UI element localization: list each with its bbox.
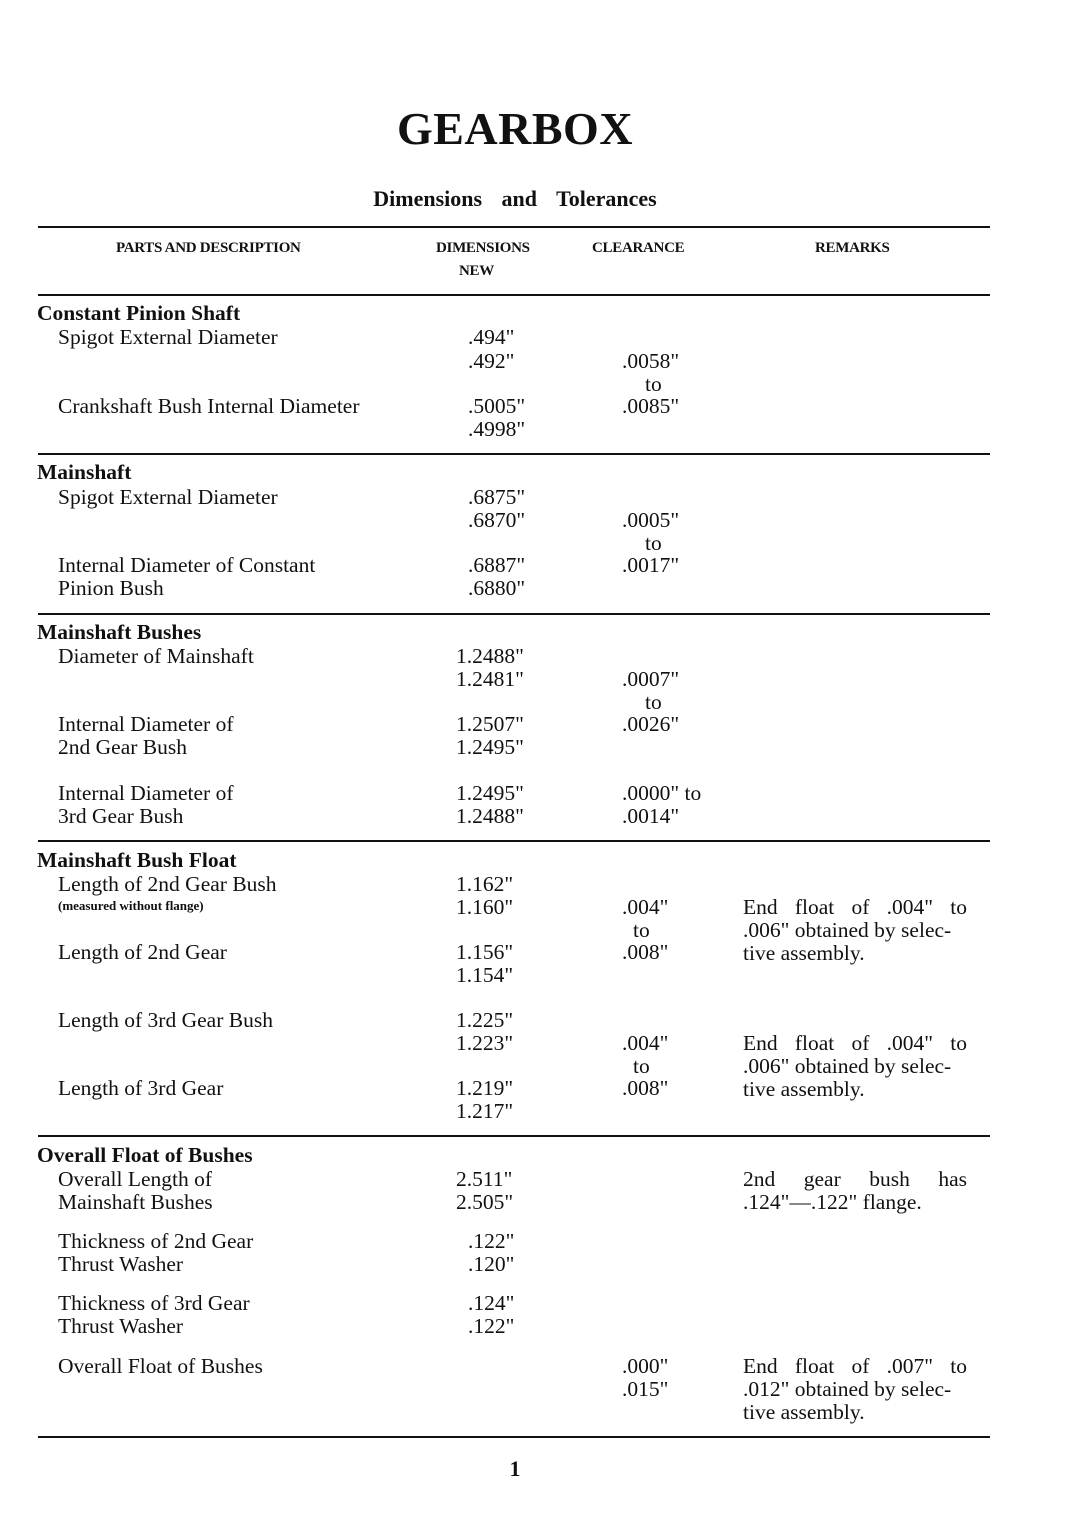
dimension-value: 1.2481" xyxy=(456,667,524,691)
remark-line: tive assembly. xyxy=(743,941,865,965)
section-heading-row xyxy=(0,621,1090,644)
remark-line: End float of .004" to xyxy=(743,1031,967,1055)
dimension-value: .6887" xyxy=(468,553,526,577)
dimension-value: .122" xyxy=(468,1314,515,1338)
remark-line: .012" obtained by selec- xyxy=(743,1377,952,1401)
remark-line: End float of .004" to xyxy=(743,895,967,919)
dimension-value: 1.154" xyxy=(456,963,514,987)
remark-line: End float of .007" to xyxy=(743,1354,967,1378)
part-description: Thickness of 3rd Gear xyxy=(58,1291,250,1315)
table-row xyxy=(0,554,1090,577)
dimension-value: .6875" xyxy=(468,485,526,509)
rule-section xyxy=(38,613,990,615)
clearance-value: .0014" xyxy=(622,804,680,828)
part-description: Overall Float of Bushes xyxy=(58,1354,263,1378)
table-row xyxy=(0,668,1090,691)
section-heading-row xyxy=(0,461,1090,484)
clearance-value: .0085" xyxy=(622,394,680,418)
part-description: Length of 2nd Gear xyxy=(58,940,227,964)
remark-line: .006" obtained by selec- xyxy=(743,1054,952,1078)
part-note: (measured without flange) xyxy=(58,898,204,913)
clearance-value: .0007" xyxy=(622,667,680,691)
remark-line: tive assembly. xyxy=(743,1400,865,1424)
dimension-value: .494" xyxy=(468,325,515,349)
table-row xyxy=(0,395,1090,418)
dimension-value: .492" xyxy=(468,349,515,373)
remark-line: .124"—.122" flange. xyxy=(743,1190,922,1214)
clearance-value: .0017" xyxy=(622,553,680,577)
dimension-value: 1.217" xyxy=(456,1099,514,1123)
section-heading: Mainshaft Bush Float xyxy=(37,848,237,872)
part-description: Internal Diameter of xyxy=(58,712,234,736)
section-heading-row xyxy=(0,1144,1090,1167)
rule-section xyxy=(38,840,990,842)
clearance-value: .008" xyxy=(622,1076,669,1100)
dimension-value: .122" xyxy=(468,1229,515,1253)
table-row xyxy=(0,645,1090,668)
part-description: Spigot External Diameter xyxy=(58,485,278,509)
part-description: Internal Diameter of xyxy=(58,781,234,805)
remarks-block xyxy=(743,896,967,965)
dimension-value: 2.511" xyxy=(456,1167,513,1191)
dimension-value: .6870" xyxy=(468,508,526,532)
part-description: Thrust Washer xyxy=(58,1314,184,1338)
dimension-value: 1.219" xyxy=(456,1076,514,1100)
part-description: Internal Diameter of Constant xyxy=(58,553,316,577)
table-row xyxy=(0,1100,1090,1123)
table-row xyxy=(0,782,1090,805)
remark-line: 2nd gear bush has xyxy=(743,1167,967,1191)
rule-header xyxy=(38,294,990,296)
table-row xyxy=(0,1292,1090,1315)
clearance-value: .004" xyxy=(622,895,669,919)
part-description: Length of 2nd Gear Bush xyxy=(58,872,277,896)
clearance-value: .004" xyxy=(622,1031,669,1055)
dimension-value: .6880" xyxy=(468,576,526,600)
table-row xyxy=(0,736,1090,759)
remarks-block xyxy=(743,1168,967,1214)
remark-line: .006" obtained by selec- xyxy=(743,918,952,942)
part-description: 2nd Gear Bush xyxy=(58,735,187,759)
dimension-value: 1.2507" xyxy=(456,712,524,736)
clearance-value: to xyxy=(645,372,662,396)
rule-section xyxy=(38,1135,990,1137)
clearance-value: .0000" to xyxy=(622,781,702,805)
section-heading-row xyxy=(0,302,1090,325)
table-row xyxy=(0,691,1090,714)
remarks-block xyxy=(743,1355,967,1424)
part-description: Thickness of 2nd Gear xyxy=(58,1229,254,1253)
dimension-value: 1.2495" xyxy=(456,781,524,805)
remark-line: tive assembly. xyxy=(743,1077,865,1101)
table-row xyxy=(0,532,1090,555)
page-subtitle: Dimensions and Tolerances xyxy=(373,186,657,211)
table-row xyxy=(0,486,1090,509)
dimension-value: 1.225" xyxy=(456,1008,514,1032)
clearance-value: .000" xyxy=(622,1354,669,1378)
table-row xyxy=(0,873,1090,896)
page-number: 1 xyxy=(509,1456,521,1481)
header-clearance: CLEARANCE xyxy=(592,240,685,256)
header-remarks: REMARKS xyxy=(815,240,890,256)
table-row xyxy=(0,509,1090,532)
table-row xyxy=(0,1230,1090,1253)
part-description: Crankshaft Bush Internal Diameter xyxy=(58,394,360,418)
dimension-value: 1.2488" xyxy=(456,644,524,668)
table-row xyxy=(0,350,1090,373)
table-row xyxy=(0,418,1090,441)
clearance-value: to xyxy=(633,918,650,942)
table-row xyxy=(0,805,1090,828)
header-dimensions-new: NEW xyxy=(459,263,494,279)
section-heading: Mainshaft xyxy=(37,460,132,484)
header-dimensions: DIMENSIONS xyxy=(436,240,530,256)
table-row xyxy=(0,373,1090,396)
table-row xyxy=(0,577,1090,600)
rule-bottom xyxy=(38,1436,990,1438)
section-heading: Constant Pinion Shaft xyxy=(37,301,241,325)
table-row xyxy=(0,326,1090,349)
table-row xyxy=(0,1253,1090,1276)
header-parts: PARTS AND DESCRIPTION xyxy=(116,240,301,256)
dimension-value: .5005" xyxy=(468,394,526,418)
clearance-value: .008" xyxy=(622,940,669,964)
part-description: Spigot External Diameter xyxy=(58,325,278,349)
page-title: GEARBOX xyxy=(396,103,634,154)
section-heading: Mainshaft Bushes xyxy=(37,620,202,644)
clearance-value: .0026" xyxy=(622,712,680,736)
section-heading-row xyxy=(0,849,1090,872)
dimension-value: 1.2495" xyxy=(456,735,524,759)
clearance-value: to xyxy=(645,690,662,714)
part-description: 3rd Gear Bush xyxy=(58,804,184,828)
clearance-value: .015" xyxy=(622,1377,669,1401)
clearance-value: to xyxy=(633,1054,650,1078)
part-description: Length of 3rd Gear Bush xyxy=(58,1008,273,1032)
table-row xyxy=(0,964,1090,987)
dimension-value: 1.2488" xyxy=(456,804,524,828)
dimension-value: 1.162" xyxy=(456,872,514,896)
part-description: Overall Length of xyxy=(58,1167,213,1191)
section-heading: Overall Float of Bushes xyxy=(37,1143,253,1167)
part-description: Diameter of Mainshaft xyxy=(58,644,254,668)
dimension-value: 1.156" xyxy=(456,940,514,964)
dimension-value: 1.160" xyxy=(456,895,514,919)
part-description: Pinion Bush xyxy=(58,576,164,600)
rule-top xyxy=(38,226,990,228)
table-row xyxy=(0,1315,1090,1338)
rule-section xyxy=(38,453,990,455)
part-description: Length of 3rd Gear xyxy=(58,1076,224,1100)
clearance-value: .0058" xyxy=(622,349,680,373)
dimension-value: 1.223" xyxy=(456,1031,514,1055)
part-description: Mainshaft Bushes xyxy=(58,1190,213,1214)
dimension-value: .4998" xyxy=(468,417,526,441)
clearance-value: .0005" xyxy=(622,508,680,532)
dimension-value: 2.505" xyxy=(456,1190,514,1214)
remarks-block xyxy=(743,1032,967,1101)
part-description: Thrust Washer xyxy=(58,1252,184,1276)
table-row xyxy=(0,1009,1090,1032)
table-row xyxy=(0,713,1090,736)
dimension-value: .120" xyxy=(468,1252,515,1276)
clearance-value: to xyxy=(645,531,662,555)
dimension-value: .124" xyxy=(468,1291,515,1315)
